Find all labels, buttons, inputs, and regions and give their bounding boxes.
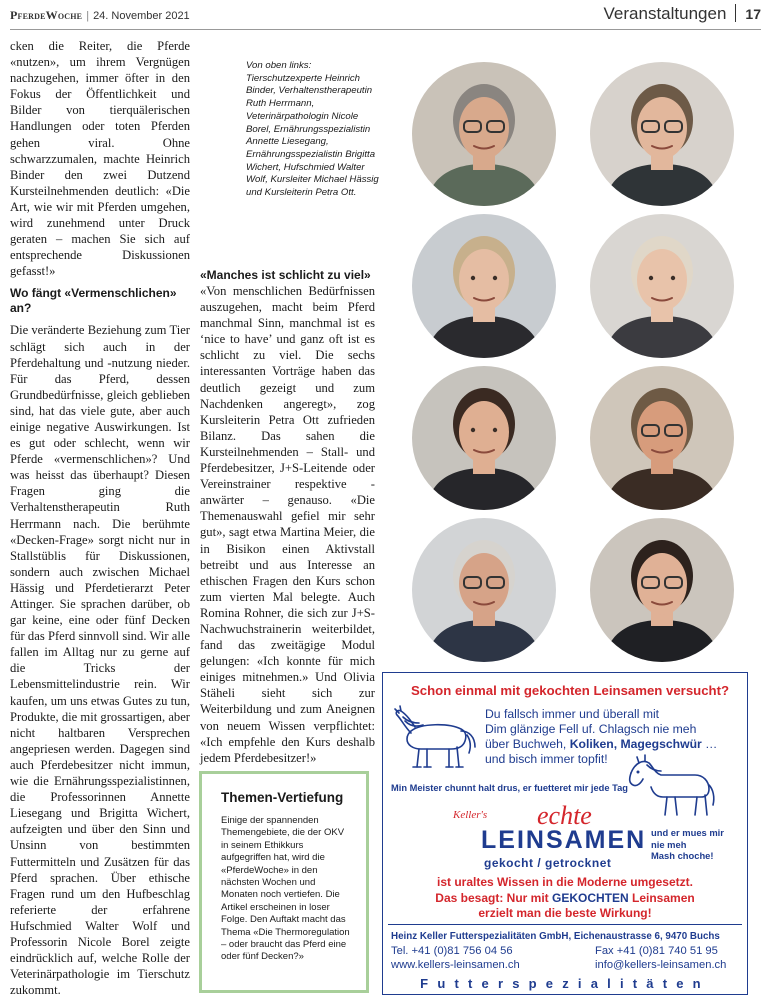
- article-paragraph: cken die Reiter, die Pferde «nutzen», um ihrem Vergnügen nachzugehen, immer öfter in den Fokus der Öffentlichkeit und Bilder von tierquälerischen Handlungen oder toten Pferden gehen viral. Ohne schwarzzumalen, machte Heinrich Binder den zwei Dutzend Kursteilnehmenden deutlich: «Die Art, wie wir mit Pferden umgehen, wird zunehmend unter Druck geraten – machen Sie sich auf entsprechende Diskussionen gefasst!»: [10, 39, 190, 279]
- portrait-photo: [412, 62, 556, 206]
- ad-mash-text: und er mues mir nie meh Mash choche!: [651, 827, 724, 862]
- info-box-title: Themen-Vertiefung: [221, 790, 344, 805]
- portrait-image: [412, 366, 556, 510]
- ad-phone: Tel. +41 (0)81 756 04 56: [391, 945, 513, 957]
- publication-name: PferdeWoche: [10, 8, 83, 22]
- article-column-1: [10, 38, 190, 998]
- portrait-photo: [590, 366, 734, 510]
- portrait-image: [412, 62, 556, 206]
- portrait-eye: [471, 428, 475, 432]
- page-number: 17: [745, 6, 761, 22]
- header-rule: [10, 29, 761, 30]
- ad-product-variant: gekocht / getrocknet: [484, 856, 612, 870]
- page-header-left: PferdeWoche | 24. November 2021: [10, 8, 190, 22]
- ad-brand-echte: echte: [537, 801, 592, 830]
- ad-headline: Schon einmal mit gekochten Leinsamen versucht?: [411, 683, 730, 698]
- portrait-face: [637, 401, 687, 463]
- article-paragraph: «Von menschlichen Bedürfnissen auszugehen, macht beim Pferd manchmal Sinn, manchmal ist es ‘nice to have’ und ganz oft ist es schlicht zu viel. Die sechs interessanten Vorträge haben das deutlich gezeigt und zum Nachdenken angeregt», zog Kursleiterin Petra Ott zufrieden Bilanz. Das sahen die Kursteilnehmenden – Stall- und Pferdebesitzer, J+S-Leitende oder Vereinstrainer respektive -anwärter – genauso. «Die Themenauswahl gefiel mir sehr gut», sagt etwa Martina Meier, die in Bisikon einen Aktivstall betreibt und aus Interesse an ethischen Fragen den Kurs schon zum vierten Mal belegte. Auch Romina Rohner, die sich zur J+S-Nachwuchstrainerin weiterbildet, fand das zweitägige Modul gelungen: «Ich konnte für mich einiges mitnehmen.» Und Olivia Stäheli sieht sich zur Weiterbildung und zum Aneignen von neuem Wissen verpflichtet: «Ich empfehle den Kurs deshalb jedem Pferdebesitzer!»: [200, 284, 375, 765]
- ad-divider: [388, 924, 742, 925]
- ad-claim: ist uraltes Wissen in die Moderne umgesetzt. Das besagt: Nur mit GEKOCHTEN Leinsamen erzielt man die beste Wirkung!: [435, 875, 695, 920]
- portrait-photo: [590, 214, 734, 358]
- portrait-face: [637, 249, 687, 311]
- page-header-right: [604, 4, 761, 24]
- ad-email: info@kellers-leinsamen.ch: [595, 959, 727, 971]
- portrait-face: [459, 249, 509, 311]
- advertisement: [382, 672, 748, 995]
- article-column-2: [200, 268, 375, 766]
- pony-illustration-icon: [391, 705, 481, 773]
- portrait-photo: [590, 518, 734, 662]
- portrait-face: [637, 97, 687, 159]
- portrait-image: [590, 366, 734, 510]
- issue-date: 24. November 2021: [93, 10, 190, 22]
- article-subheading: «Manches ist schlicht zu viel»: [200, 268, 371, 282]
- ad-poem: Du fallsch immer und überall mit Dim glänzige Fell uf. Chlagsch nie meh über Buchweh, Koliken, Magegschwür … und bisch immer topfit!: [485, 707, 718, 766]
- ad-website: www.kellers-leinsamen.ch: [391, 959, 520, 971]
- article-paragraph: Die veränderte Beziehung zum Tier schlägt sich auch in der Pferdehaltung und -nutzung nieder. Für das Pferd, dessen Grundbedürfnisse, gleich geblieben sind, hat das viele gute, aber auch einige negative Auswirkungen. Ist es gut oder schlecht, wenn wir Pferde «vermenschlichen»? Und was heisst das überhaupt? Diesen Fragen ging die Verhaltenstherapeutin Ruth Herrmann nach. Die berühmte «Decken-Frage» sorgt nicht nur in Stallstüblis für Diskussionen, sondern auch zwischen Michael Hässig und Pferdetierarzt Peter Attinger. Sie sprachen darüber, ob gar keine, eine oder fünf Decken für das Pferd sinnvoll sind. Wir alle fallen im Alltag nur zu gerne auf die Tricks der Lebensmittelindustrie rein. Wir kaufen, um uns etwas Gutes zu tun, Produkte, die mit grossartigen, aber nicht haltbaren Versprechen angepriesen werden. Dagegen sind auch Pferdebesitzer nicht immun, wie die Ernährungsspezialistinnen, die Professorinnen Annette Liesegang und Brigitta Wichert, aufzeigten und über den Sinn und Unsinn von bestimmten Futtermitteln und Zusätzen für das Pferd sprachen. Über ethische Fragen rund um den Hufbeschlag referierte der erfahrene Hufschmied Walter Wolf und Professorin Nicole Borel zeigte eindrücklich auf, welche Rolle der Veterinärpathologie im Tierschutz zukommt.: [10, 323, 190, 998]
- ad-subline: Min Meister chunnt halt drus, er fuetteret mir jede Tag: [391, 783, 628, 793]
- portrait-image: [590, 214, 734, 358]
- portrait-photo: [590, 62, 734, 206]
- portrait-eye: [493, 276, 497, 280]
- article-subheading: Wo fängt «Vermenschlichen» an?: [10, 286, 177, 316]
- portrait-image: [412, 518, 556, 662]
- portrait-eye: [671, 276, 675, 280]
- portrait-face: [459, 97, 509, 159]
- portrait-image: [590, 62, 734, 206]
- portrait-face: [637, 553, 687, 615]
- portrait-face: [459, 553, 509, 615]
- portrait-eye: [493, 428, 497, 432]
- ad-company-address: Heinz Keller Futterspezialitäten GmbH, Eichenaustrasse 6, 9470 Buchs: [391, 931, 720, 942]
- ad-footer-tagline: Futterspezialitäten: [420, 976, 710, 991]
- portrait-face: [459, 401, 509, 463]
- photo-caption: Von oben links: Tierschutzexperte Heinrich Binder, Verhaltenstherapeutin Ruth Herrmann, Veterinärpathologin Nicole Borel, Ernährungsspezialistin Annette Liesegang, Ernährungsspezialistin Brigitta Wichert, Hufschmied Walter Wolf, Kursleiter Michael Hässig und Kursleiterin Petra Ott.: [246, 60, 379, 199]
- portrait-photo: [412, 366, 556, 510]
- portrait-photo: [412, 518, 556, 662]
- info-box: [199, 771, 369, 993]
- section-title: Veranstaltungen: [603, 4, 727, 23]
- info-box-text: Einige der spannenden Themengebiete, die der OKV in seinem Ethikkurs aufgegriffen hat, wird die «PferdeWoche» in den nächsten Wochen und Monaten noch vertiefen. Die Artikel erscheinen in loser Folge. Den Auftakt macht das Thema «Die Thermoregulation – oder braucht das Pferd eine oder fünf Decken?»: [221, 815, 350, 963]
- portrait-image: [412, 214, 556, 358]
- portrait-image: [590, 518, 734, 662]
- ad-fax: Fax +41 (0)81 740 51 95: [595, 945, 718, 957]
- portrait-eye: [649, 276, 653, 280]
- ad-product-name: LEINSAMEN: [481, 826, 647, 854]
- ad-brand-name: Keller's: [453, 809, 488, 821]
- portrait-eye: [471, 276, 475, 280]
- portrait-photo: [412, 214, 556, 358]
